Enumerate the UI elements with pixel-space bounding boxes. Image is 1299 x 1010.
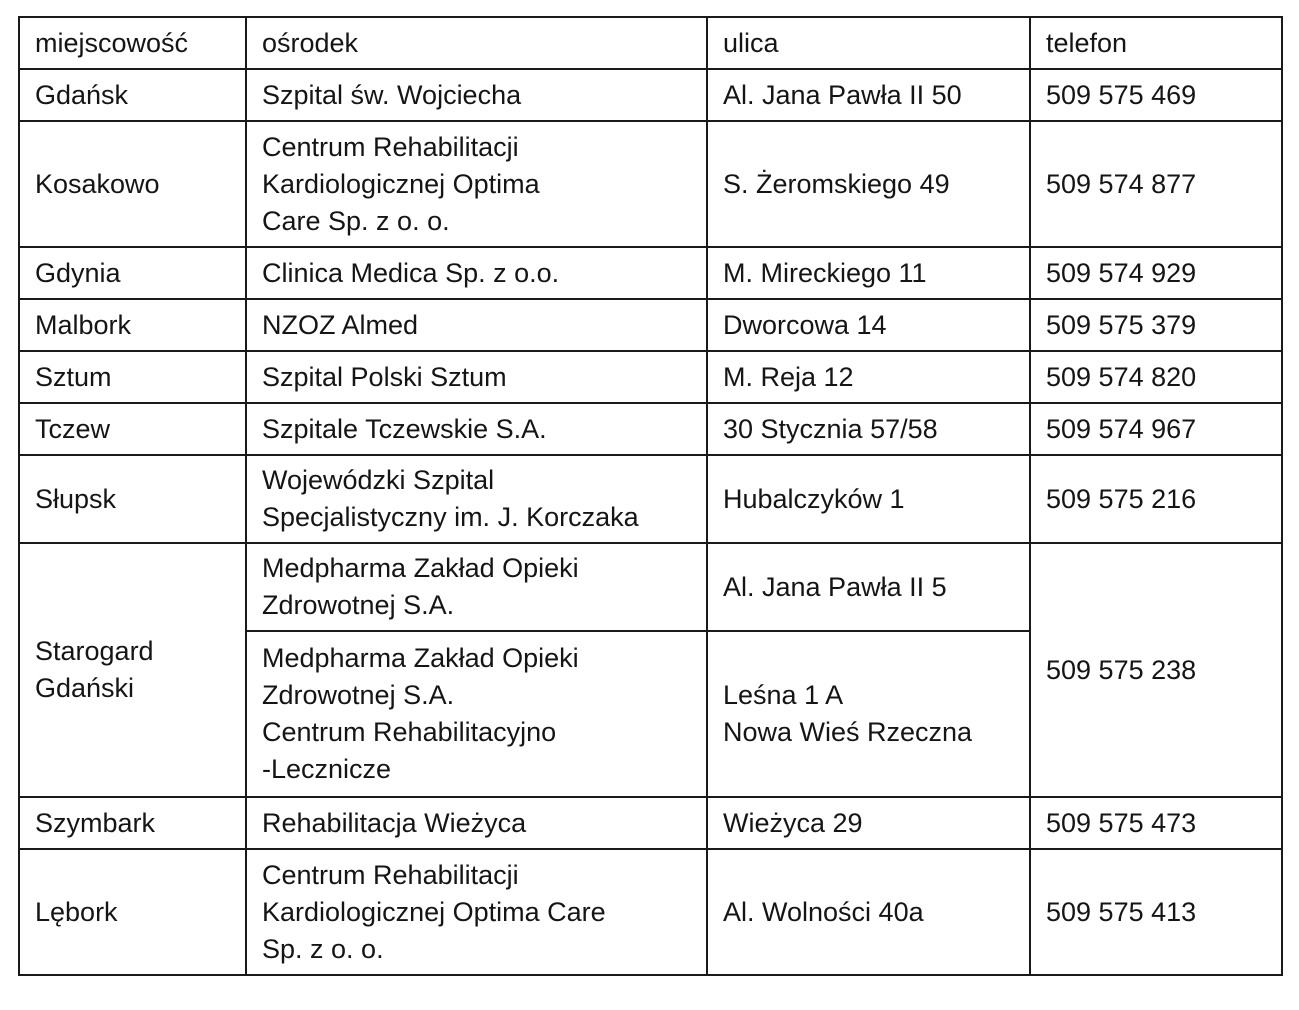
street-cell: Dworcowa 14 — [707, 299, 1030, 351]
table-row — [19, 455, 1282, 543]
phone-cell: 509 575 238 — [1030, 543, 1282, 797]
street-cell: Al. Jana Pawła II 50 — [707, 69, 1030, 121]
phone-cell: 509 575 216 — [1030, 455, 1282, 543]
street-cell: Al. Wolności 40a — [707, 849, 1030, 975]
city-cell: Szymbark — [19, 797, 246, 849]
center-cell: Szpital św. Wojciecha — [246, 69, 707, 121]
phone-cell: 509 575 473 — [1030, 797, 1282, 849]
street-cell: 30 Stycznia 57/58 — [707, 403, 1030, 455]
street-cell: M. Mireckiego 11 — [707, 247, 1030, 299]
city-cell: Kosakowo — [19, 121, 246, 247]
street-cell: Wieżyca 29 — [707, 797, 1030, 849]
city-cell: Słupsk — [19, 455, 246, 543]
center-cell: Szpital Polski Sztum — [246, 351, 707, 403]
street-cell: Leśna 1 A Nowa Wieś Rzeczna — [707, 631, 1030, 797]
phone-cell: 509 574 967 — [1030, 403, 1282, 455]
header-city: miejscowość — [19, 17, 246, 69]
table-row — [19, 247, 1282, 299]
center-cell: NZOZ Almed — [246, 299, 707, 351]
center-cell: Wojewódzki Szpital Specjalistyczny im. J. Korczaka — [246, 455, 707, 543]
phone-cell: 509 574 929 — [1030, 247, 1282, 299]
header-row — [19, 17, 1282, 69]
rehabilitation-centers-table — [18, 16, 1283, 976]
city-cell: Gdynia — [19, 247, 246, 299]
table-row — [19, 351, 1282, 403]
header-phone: telefon — [1030, 17, 1282, 69]
street-cell: Al. Jana Pawła II 5 — [707, 543, 1030, 631]
table-row — [19, 849, 1282, 975]
center-cell: Medpharma Zakład Opieki Zdrowotnej S.A. Centrum Rehabilitacyjno -Lecznicze — [246, 631, 707, 797]
city-cell: Starogard Gdański — [19, 543, 246, 797]
center-cell: Centrum Rehabilitacji Kardiologicznej Optima Care Sp. z o. o. — [246, 121, 707, 247]
phone-cell: 509 575 413 — [1030, 849, 1282, 975]
phone-cell: 509 574 820 — [1030, 351, 1282, 403]
table-row — [19, 299, 1282, 351]
city-cell: Sztum — [19, 351, 246, 403]
street-cell: S. Żeromskiego 49 — [707, 121, 1030, 247]
center-cell: Szpitale Tczewskie S.A. — [246, 403, 707, 455]
phone-cell: 509 575 469 — [1030, 69, 1282, 121]
phone-cell: 509 574 877 — [1030, 121, 1282, 247]
city-cell: Lębork — [19, 849, 246, 975]
phone-cell: 509 575 379 — [1030, 299, 1282, 351]
center-cell: Clinica Medica Sp. z o.o. — [246, 247, 707, 299]
table-row — [19, 797, 1282, 849]
table-row — [19, 121, 1282, 247]
center-cell: Medpharma Zakład Opieki Zdrowotnej S.A. — [246, 543, 707, 631]
city-cell: Malbork — [19, 299, 246, 351]
center-cell: Rehabilitacja Wieżyca — [246, 797, 707, 849]
table-row — [19, 543, 1282, 631]
header-center: ośrodek — [246, 17, 707, 69]
center-cell: Centrum Rehabilitacji Kardiologicznej Optima Care Sp. z o. o. — [246, 849, 707, 975]
header-street: ulica — [707, 17, 1030, 69]
table-row — [19, 403, 1282, 455]
street-cell: Hubalczyków 1 — [707, 455, 1030, 543]
city-cell: Tczew — [19, 403, 246, 455]
table-row — [19, 69, 1282, 121]
street-cell: M. Reja 12 — [707, 351, 1030, 403]
city-cell: Gdańsk — [19, 69, 246, 121]
